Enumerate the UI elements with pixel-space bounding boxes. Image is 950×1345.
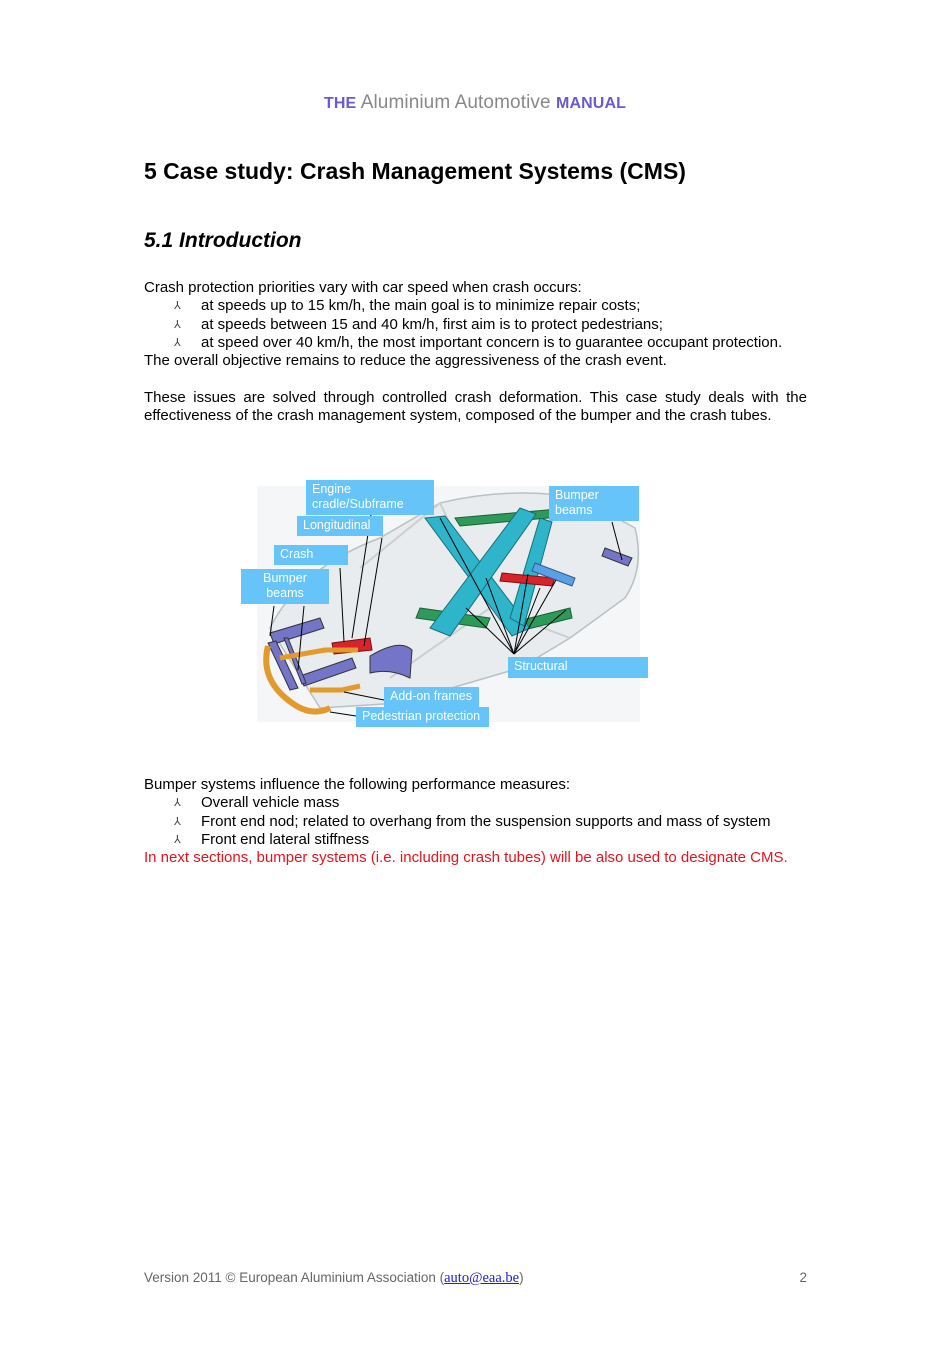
footer-email-link[interactable]: auto@eaa.be (444, 1270, 520, 1286)
header-title: Aluminium Automotive (360, 92, 551, 113)
add-on-frames-label: Add-on frames (384, 687, 479, 707)
footer-version: Version 2011 © European Aluminium Association ( (144, 1270, 445, 1285)
footer-close: ) (519, 1270, 524, 1285)
list-item: ⅄ at speed over 40 km/h, the most important concern is to guarantee occupant protection. (174, 333, 783, 351)
section-title: 5.1 Introduction (144, 229, 302, 252)
longitudinal-label: Longitudinal (297, 516, 383, 536)
intro-lead: Crash protection priorities vary with car speed when crash occurs: (144, 279, 582, 296)
speed-bullet-list (144, 297, 807, 352)
intro-paragraph: These issues are solved through controlled crash deformation. This case study deals with the effectiveness of the crash management system, composed of the bumper and the crash tubes. (144, 388, 807, 425)
running-header (0, 92, 950, 114)
page-number: 2 (799, 1270, 807, 1285)
rear-bumper-beams-label: Bumper beams (549, 486, 639, 521)
pedestrian-protection-label: Pedestrian protection (356, 707, 489, 727)
structural-label: Structural (508, 657, 648, 678)
list-item: ⅄ at speeds between 15 and 40 km/h, first aim is to protect pedestrians; (174, 315, 663, 333)
chapter-title: 5 Case study: Crash Management Systems (CMS) (144, 158, 686, 184)
bullet-icon: ⅄ (174, 833, 181, 846)
list-item: ⅄ at speeds up to 15 km/h, the main goal is to minimize repair costs; (174, 297, 641, 315)
intro-block (144, 279, 807, 425)
list-item: ⅄ Front end lateral stiffness (174, 830, 370, 848)
bullet-icon: ⅄ (174, 300, 181, 313)
header-manual: MANUAL (556, 95, 626, 112)
bullet-icon: ⅄ (174, 815, 181, 828)
performance-lead: Bumper systems influence the following performance measures: (144, 776, 571, 793)
car-body-figure (240, 478, 650, 728)
crash-label: Crash (274, 545, 348, 565)
engine-cradle-label: Engine cradle/Subframe (306, 480, 434, 515)
page-footer (144, 1270, 807, 1287)
list-item: ⅄ Overall vehicle mass (174, 794, 340, 812)
header-the: THE (324, 95, 357, 112)
objective-sentence: The overall objective remains to reduce the aggressiveness of the crash event. (144, 352, 667, 370)
performance-bullet-list (144, 794, 807, 849)
front-bumper-beams-label: Bumper beams (241, 569, 329, 604)
bullet-icon: ⅄ (174, 336, 181, 349)
cms-note: In next sections, bumper systems (i.e. including crash tubes) will be also used to designate CMS. (144, 849, 788, 867)
performance-block (144, 776, 807, 867)
bullet-icon: ⅄ (174, 797, 181, 810)
list-item: ⅄ Front end nod; related to overhang from the suspension supports and mass of system (174, 812, 771, 830)
bullet-icon: ⅄ (174, 318, 181, 331)
